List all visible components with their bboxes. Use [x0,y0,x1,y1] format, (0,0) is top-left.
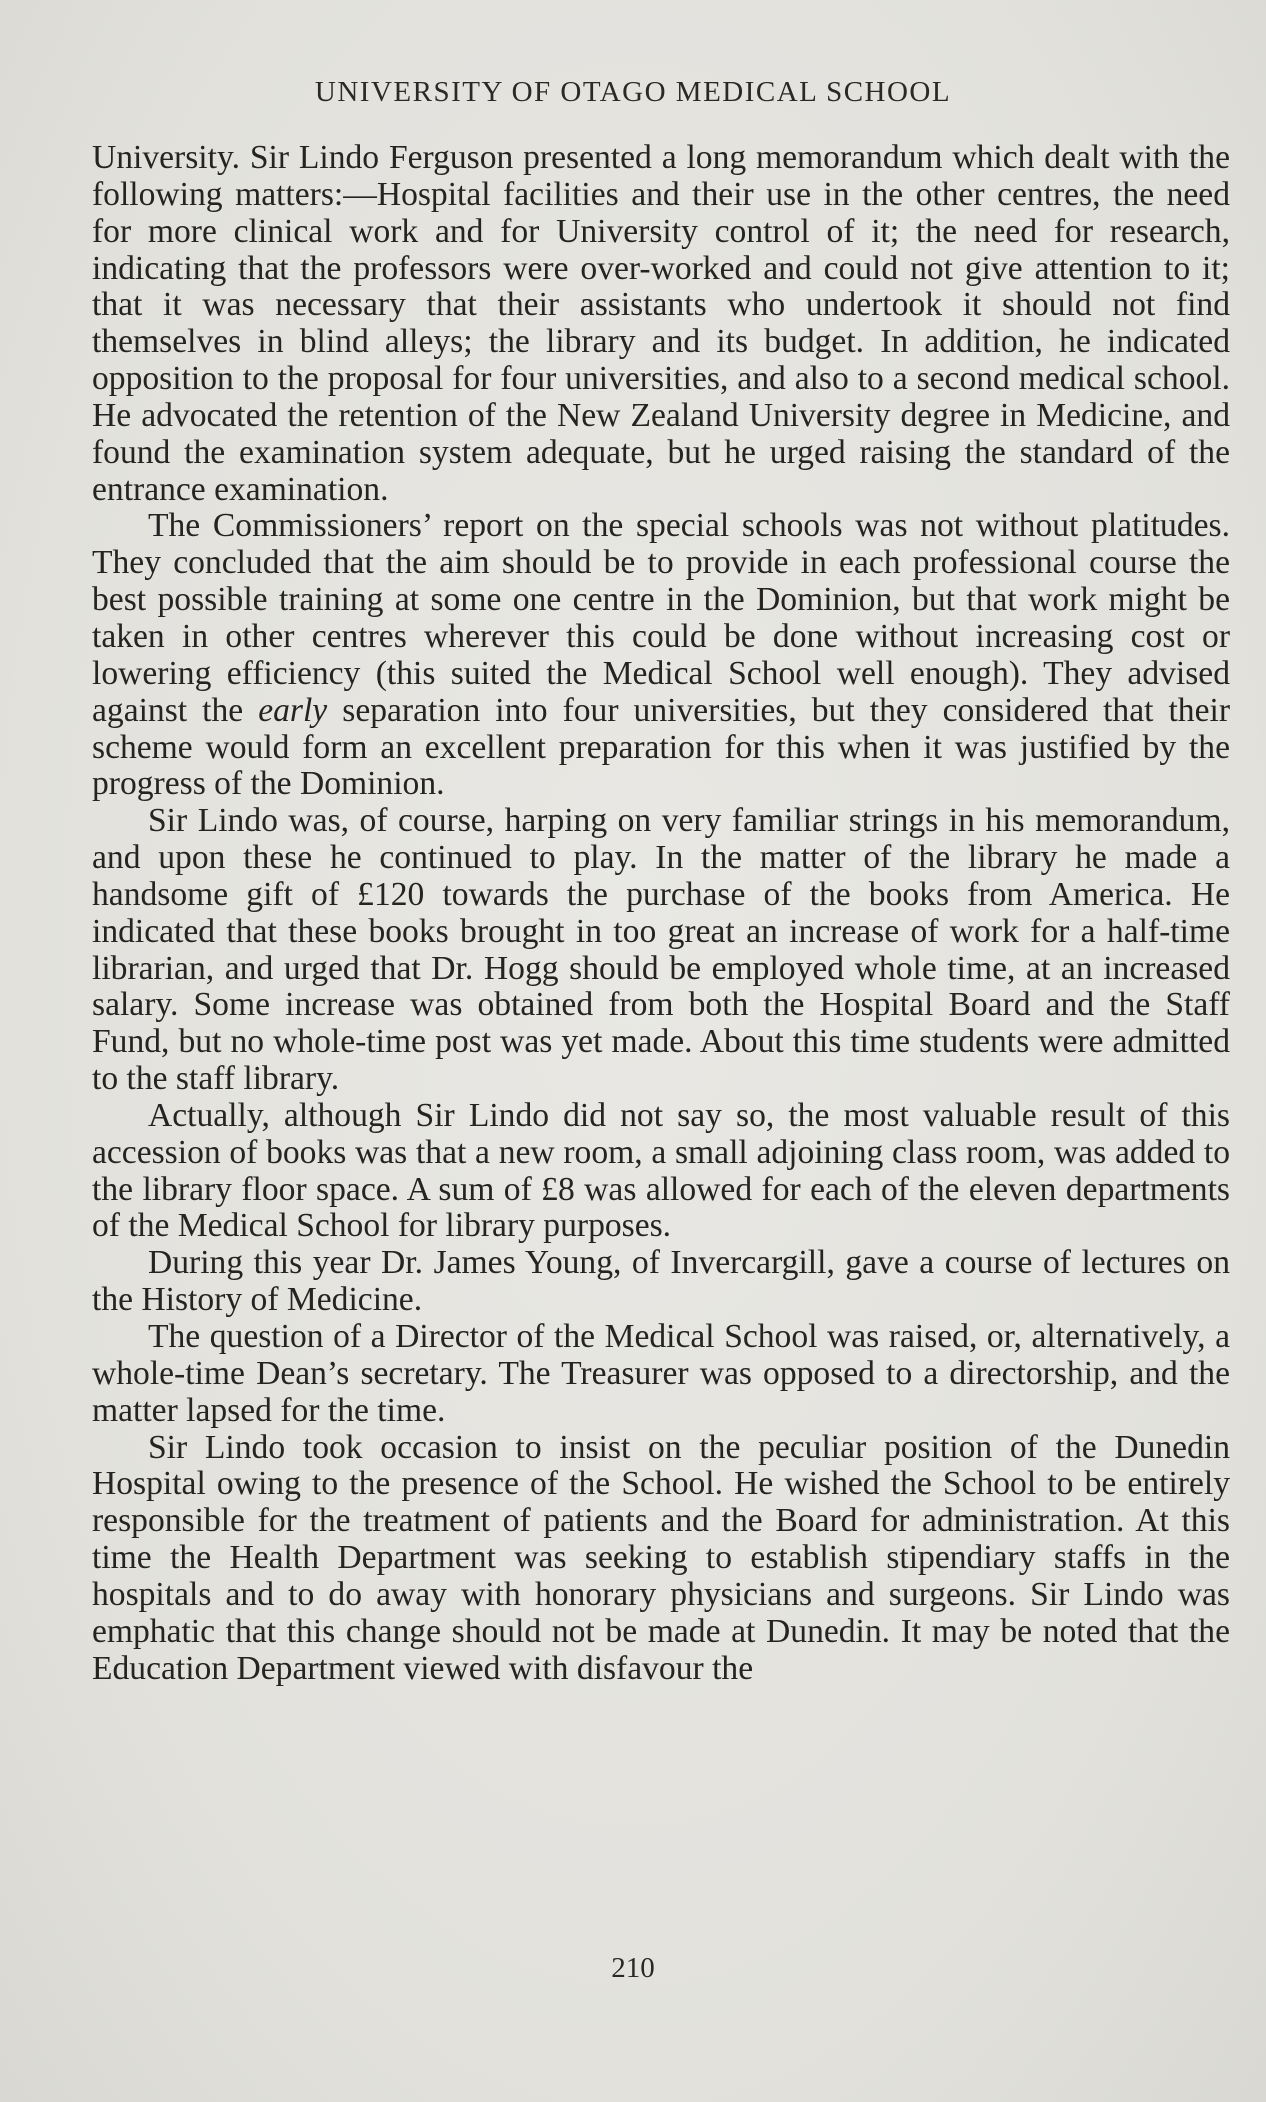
running-header: UNIVERSITY OF OTAGO MEDICAL SCHOOL [314,76,952,108]
paragraph-3: Sir Lindo was, of course, harping on very familiar strings in his memorandum, and upon these he continued to play. In the matter of the library he made a handsome gift of £120 towards the purchase of the books from America. He indicated that these books brought in too great an increase of work for a half-time librarian, and urged that Dr. Hogg should be employed whole time, at an increased salary. Some increase was obtained from both the Hospital Board and the Staff Fund, but no whole-time post was yet made. About this time students were admitted to the staff library. [92,802,1230,1098]
paragraph-1: University. Sir Lindo Ferguson presented a long memorandum which dealt with the following matters:—Hospital facilities and their use in the other centres, the need for more clinical work and for University control of it; the need for research, indicating that the professors were over-worked and could not give attention to it; that it was necessary that their assistants who undertook it should not find themselves in blind alleys; the library and its budget. In addition, he indicated opposition to the proposal for four universities, and also to a second medical school. He advocated the retention of the New Zealand University degree in Medicine, and found the examination system adequate, but he urged raising the standard of the entrance examination. [92,139,1230,508]
paragraph-7: Sir Lindo took occasion to insist on the peculiar position of the Dunedin Hospital owing to the presence of the School. He wished the School to be entirely responsible for the treatment of patients and the Board for administration. At this time the Health Department was seeking to establish stipendiary staffs in the hospitals and to do away with honorary physicians and surgeons. Sir Lindo was emphatic that this change should not be made at Dunedin. It may be noted that the Education Department viewed with disfavour the [92,1428,1230,1687]
paragraph-5: During this year Dr. James Young, of Invercargill, gave a course of lectures on the History of Medicine. [92,1244,1230,1319]
paragraph-6: The question of a Director of the Medical School was raised, or, alternatively, a whole-time Dean’s secretary. The Treasurer was opposed to a directorship, and the matter lapsed for the time. [92,1318,1230,1429]
emphasis-early: early [258,691,328,729]
paragraph-2-text-after: separation into four universities, but they considered that their scheme would form an excellent preparation for this when it was justified by the progress of the Dominion. [92,691,1230,803]
paragraph-4: Actually, although Sir Lindo did not say so, the most valuable result of this accession of books was that a new room, a small adjoining class room, was added to the library floor space. A sum of £8 was allowed for each of the eleven departments of the Medical School for library purposes. [92,1096,1230,1245]
body-text [92,140,1230,1687]
paragraph-2-text-before: The Commissioners’ report on the special schools was not without platitudes. They concluded that the aim should be to provide in each professional course the best possible training at some one centre in the Dominion, but that work might be taken in other centres wherever this could be done without increasing cost or lowering efficiency (this suited the Medical School well enough). They advised against the [92,507,1230,729]
page-number: 210 [611,1952,655,1984]
paragraph-2 [92,508,1230,803]
